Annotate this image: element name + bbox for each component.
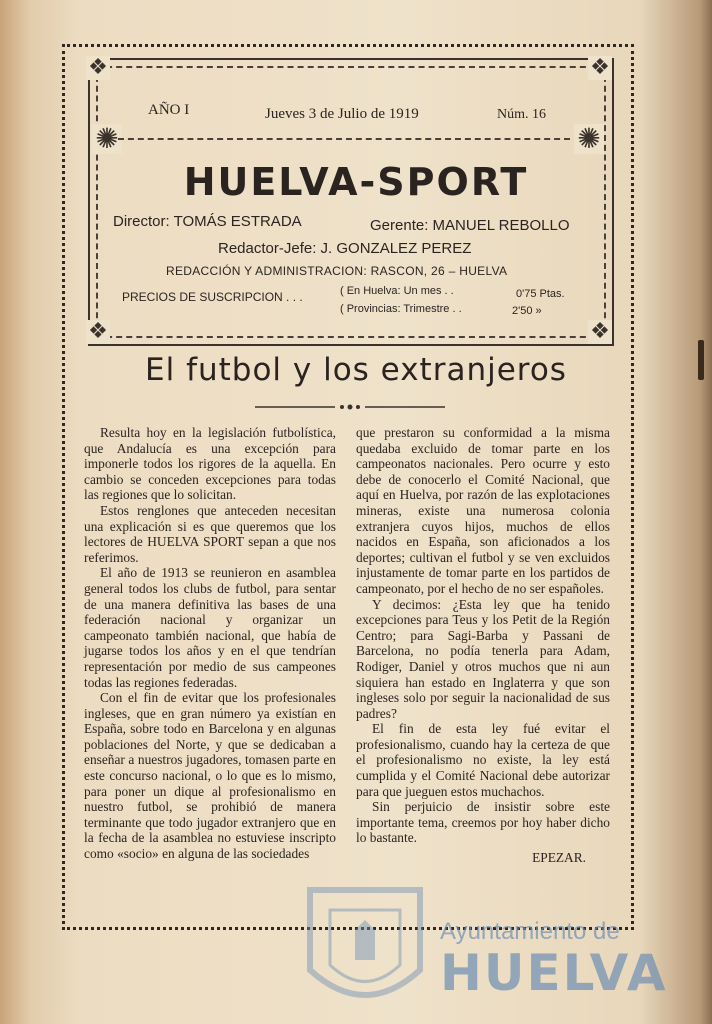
flower-ornament-icon: ✺ — [92, 124, 122, 154]
prices-label: PRECIOS DE SUSCRIPCION . . . — [122, 290, 303, 304]
price-huelva-value: 0'75 Ptas. — [516, 288, 565, 300]
editor-line: Redactor-Jefe: J. GONZALEZ PEREZ — [218, 240, 472, 257]
issue-year: AÑO I — [148, 102, 190, 118]
corner-ornament-icon: ❖ — [588, 56, 612, 80]
article-paragraph: El fin de esta ley fué evitar el profesionalismo, cuando hay la certeza de que el profesionalismo no existe, la ley está cumplida y el Comité Nacional debe autorizar para que jueguen estos muchachos. — [356, 721, 610, 799]
price-huelva: ( En Huelva: Un mes . . — [340, 285, 454, 297]
issue-date: Jueves 3 de Julio de 1919 — [265, 106, 419, 122]
article-signature: EPEZAR. — [532, 850, 586, 866]
masthead-divider — [118, 138, 570, 140]
issue-number: Núm. 16 — [497, 107, 546, 122]
headline-ornament-icon — [255, 401, 445, 413]
address-line: REDACCIÓN Y ADMINISTRACION: RASCON, 26 – HUELVA — [166, 264, 508, 278]
article-paragraph: Con el fin de evitar que los profesionales ingleses, que en gran número ya existían en España, sobre todo en Barcelona y en algunas poblaciones del Norte, y que se dedicaban a enseñar a nuestros jugadores, tomasen parte en este concurso nacional, o lo que es lo mismo, para poner un dique al profesionalismo en nuestro futbol, se prohibió de manera terminante que todo jugador extranjero que en la fecha de la asamblea no estuviese inscripto como «socio» en alguna de las sociedades — [84, 690, 336, 862]
newspaper-title: HUELVA-SPORT — [183, 160, 529, 204]
article-paragraph: Y decimos: ¿Esta ley que ha tenido excepciones para Teus y los Petit de la Región Centro; para Sagi-Barba y Passani de Barcelona, no podía tenerla para Adam, Rodiger, Daniel y otros muchos que ni aun siquiera han estado en Inglaterra y que son ingleses solo por seguir la nacionalidad de sus padres? — [356, 596, 610, 721]
article-paragraph: Resulta hoy en la legislación futbolística, que Andalucía es una excepción para imponerle todos los rigores de la aquella. En cambio se conceden excepciones para todas las regiones que lo solicitan. — [84, 425, 336, 503]
article-paragraph: El año de 1913 se reunieron en asamblea general todos los clubs de futbol, para sentar de una manera definitiva las bases de una federación nacional y organizar un campeonato también nacional, que había de jugarse todos los años y en el que tendrían representación por medio de sus campeones todas las regiones federadas. — [84, 565, 336, 690]
article-paragraph: que prestaron su conformidad a la misma quedaba excluido de tomar parte en los campeonatos nacionales. Pero ocurre y esto debe de conocerlo el Comité Nacional, que aquí en Huelva, por razón de las explotaciones mineras, existe una numerosa colonia extranjera cuyos hijos, muchos de ellos nacidos en España, son aficionados a los deportes; cultivan el futbol y se ven excluidos injustamente de tomar parte en los partidos de campeonato, por el hecho de no ser españoles. — [356, 425, 610, 596]
article-column-right — [356, 425, 610, 866]
corner-ornament-icon: ❖ — [588, 320, 612, 344]
director-line: Director: TOMÁS ESTRADA — [113, 213, 302, 230]
article-headline: El futbol y los extranjeros — [145, 352, 567, 388]
corner-ornament-icon: ❖ — [86, 320, 110, 344]
price-provinces-value: 2'50 » — [512, 305, 542, 317]
manager-line: Gerente: MANUEL REBOLLO — [370, 217, 570, 234]
article-paragraph: Estos renglones que anteceden necesitan una explicación si es que queremos que los lectores de HUELVA SPORT sepan a que nos referimos. — [84, 502, 336, 565]
article-column-left — [84, 425, 336, 862]
corner-ornament-icon: ❖ — [86, 56, 110, 80]
watermark-line2: HUELVA — [440, 944, 668, 1002]
flower-ornament-icon: ✺ — [574, 124, 604, 154]
price-provinces: ( Provincias: Trimestre . . — [340, 303, 462, 315]
article-paragraph: Sin perjuicio de insistir sobre este importante tema, creemos por hoy haber dicho lo bastante. — [356, 799, 610, 846]
watermark-line1: Ayuntamiento de — [440, 918, 620, 945]
